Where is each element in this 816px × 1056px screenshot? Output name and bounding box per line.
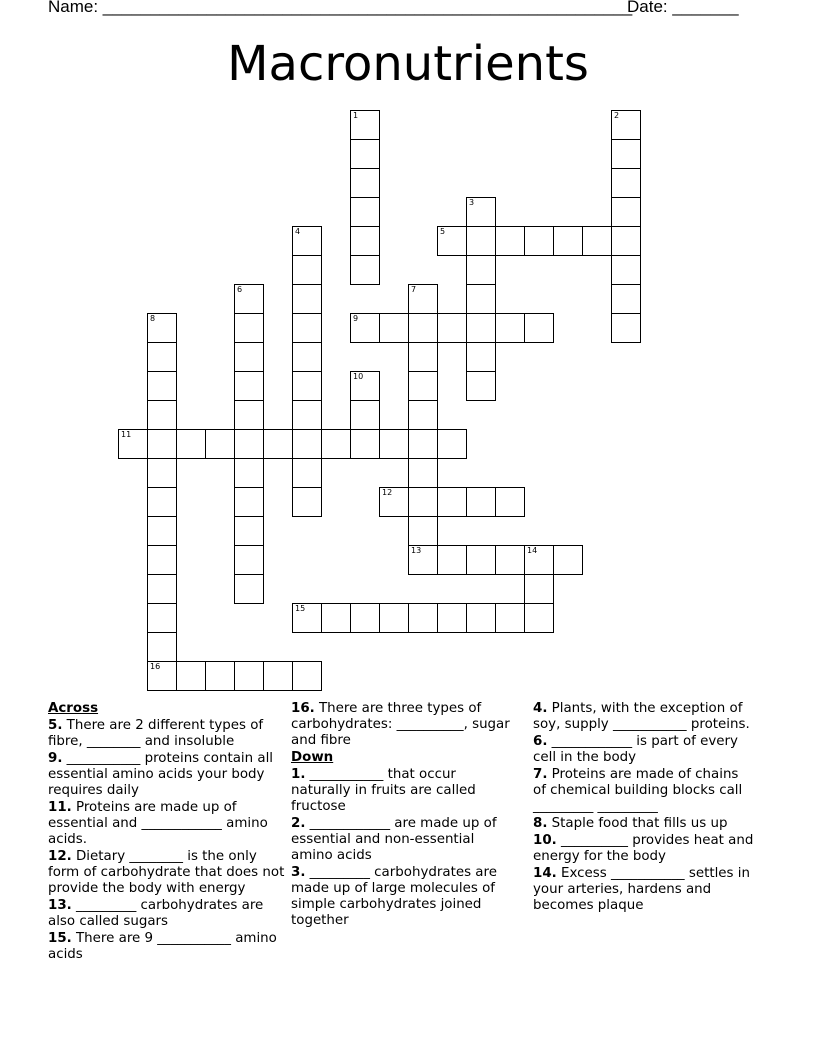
grid-cell[interactable] xyxy=(234,487,264,517)
clue-down-4: 4. Plants, with the exception of soy, supply ___________ proteins. xyxy=(533,701,750,732)
grid-cell[interactable] xyxy=(611,168,641,198)
grid-cell[interactable] xyxy=(292,429,322,459)
grid-cell[interactable] xyxy=(263,661,293,691)
clue-across-13: 13. _________ carbohydrates are also called sugars xyxy=(48,898,264,929)
clue-down-1: 1. ___________ that occur naturally in fruits are called fructose xyxy=(291,767,476,814)
grid-cell[interactable] xyxy=(147,603,177,633)
grid-cell-7[interactable] xyxy=(408,284,438,314)
grid-cell[interactable] xyxy=(350,168,380,198)
grid-cell[interactable] xyxy=(495,603,525,633)
grid-cell[interactable] xyxy=(582,226,612,256)
grid-cell[interactable] xyxy=(495,487,525,517)
grid-cell[interactable] xyxy=(466,371,496,401)
grid-cell[interactable] xyxy=(147,371,177,401)
grid-cell[interactable] xyxy=(292,400,322,430)
clue-down-2: 2. ____________ are made up of essential and non-essential amino acids xyxy=(291,816,497,863)
grid-cell-3[interactable] xyxy=(466,197,496,227)
grid-cell-4[interactable] xyxy=(292,226,322,256)
grid-cell[interactable] xyxy=(437,487,467,517)
clue-number: 3 xyxy=(469,198,475,207)
grid-cell[interactable] xyxy=(466,487,496,517)
clue-down-10: 10. __________ provides heat and energy for the body xyxy=(533,833,754,864)
clue-down-8: 8. Staple food that fills us up xyxy=(533,816,728,831)
grid-cell[interactable] xyxy=(524,226,554,256)
grid-cell[interactable] xyxy=(524,313,554,343)
grid-cell[interactable] xyxy=(292,661,322,691)
grid-cell[interactable] xyxy=(437,429,467,459)
grid-cell[interactable] xyxy=(147,458,177,488)
clue-number: 10 xyxy=(353,372,364,381)
grid-cell[interactable] xyxy=(408,342,438,372)
clue-across-9: 9. ___________ proteins contain all essential amino acids your body requires daily xyxy=(48,751,274,798)
clue-column-3 xyxy=(533,701,755,915)
grid-cell[interactable] xyxy=(379,313,409,343)
grid-cell-16[interactable] xyxy=(147,661,177,691)
grid-cell[interactable] xyxy=(147,400,177,430)
grid-cell[interactable] xyxy=(176,661,206,691)
grid-cell[interactable] xyxy=(147,342,177,372)
grid-cell[interactable] xyxy=(408,603,438,633)
grid-cell[interactable] xyxy=(147,429,177,459)
grid-cell[interactable] xyxy=(292,458,322,488)
grid-cell-10[interactable] xyxy=(350,371,380,401)
clue-number: 6 xyxy=(237,285,243,294)
grid-cell[interactable] xyxy=(495,313,525,343)
grid-cell[interactable] xyxy=(408,400,438,430)
grid-cell[interactable] xyxy=(350,226,380,256)
grid-cell[interactable] xyxy=(234,545,264,575)
clue-across-12: 12. Dietary ________ is the only form of carbohydrate that does not provide the body with energy xyxy=(48,849,285,896)
clue-number: 4 xyxy=(295,227,301,236)
grid-cell[interactable] xyxy=(611,313,641,343)
clue-down-6: 6. ____________ is part of every cell in the body xyxy=(533,734,738,765)
clue-number: 1 xyxy=(353,111,359,120)
grid-cell-13[interactable] xyxy=(408,545,438,575)
clue-number: 7 xyxy=(411,285,417,294)
grid-cell-11[interactable] xyxy=(118,429,148,459)
name-field-label: Name: ________________________________________________________ xyxy=(48,0,633,16)
grid-cell-14[interactable] xyxy=(524,545,554,575)
clue-number: 13 xyxy=(411,546,422,555)
grid-cell[interactable] xyxy=(611,226,641,256)
grid-cell[interactable] xyxy=(466,313,496,343)
grid-cell[interactable] xyxy=(234,342,264,372)
grid-cell[interactable] xyxy=(176,429,206,459)
grid-cell[interactable] xyxy=(350,400,380,430)
grid-cell[interactable] xyxy=(408,371,438,401)
down-heading: Down xyxy=(291,750,334,765)
clue-number: 5 xyxy=(440,227,446,236)
clue-across-15: 15. There are 9 ___________ amino acids xyxy=(48,931,277,962)
grid-cell[interactable] xyxy=(350,603,380,633)
grid-cell[interactable] xyxy=(466,545,496,575)
grid-cell-12[interactable] xyxy=(379,487,409,517)
grid-cell[interactable] xyxy=(495,545,525,575)
grid-cell[interactable] xyxy=(466,342,496,372)
clue-across-5: 5. There are 2 different types of fibre, ________ and insoluble xyxy=(48,718,264,749)
clue-down-14: 14. Excess ___________ settles in your arteries, hardens and becomes plaque xyxy=(533,866,750,913)
grid-cell[interactable] xyxy=(350,429,380,459)
clue-number: 14 xyxy=(527,546,538,555)
grid-cell[interactable] xyxy=(234,516,264,546)
grid-cell-15[interactable] xyxy=(292,603,322,633)
grid-cell[interactable] xyxy=(408,429,438,459)
grid-cell[interactable] xyxy=(350,139,380,169)
grid-cell[interactable] xyxy=(350,197,380,227)
grid-cell[interactable] xyxy=(466,255,496,285)
grid-cell[interactable] xyxy=(205,429,235,459)
grid-cell-6[interactable] xyxy=(234,284,264,314)
grid-cell[interactable] xyxy=(379,603,409,633)
grid-cell[interactable] xyxy=(408,487,438,517)
grid-cell[interactable] xyxy=(524,603,554,633)
grid-cell[interactable] xyxy=(321,603,351,633)
grid-cell[interactable] xyxy=(466,226,496,256)
grid-cell[interactable] xyxy=(147,487,177,517)
grid-cell[interactable] xyxy=(147,632,177,662)
grid-cell-5[interactable] xyxy=(437,226,467,256)
grid-cell[interactable] xyxy=(437,545,467,575)
grid-cell[interactable] xyxy=(466,603,496,633)
across-heading: Across xyxy=(48,701,99,716)
grid-cell[interactable] xyxy=(611,197,641,227)
clue-column-1 xyxy=(48,701,288,964)
grid-cell[interactable] xyxy=(321,429,351,459)
page-title: Macronutrients xyxy=(227,36,589,92)
grid-cell[interactable] xyxy=(553,226,583,256)
grid-cell[interactable] xyxy=(292,313,322,343)
grid-cell[interactable] xyxy=(408,516,438,546)
clue-column-2 xyxy=(291,701,513,930)
grid-cell-2[interactable] xyxy=(611,110,641,140)
date-field-label: Date: _______ xyxy=(627,0,739,16)
grid-cell[interactable] xyxy=(234,458,264,488)
grid-cell[interactable] xyxy=(234,371,264,401)
grid-cell[interactable] xyxy=(234,429,264,459)
clue-number: 9 xyxy=(353,314,359,323)
grid-cell[interactable] xyxy=(524,574,554,604)
clue-number: 15 xyxy=(295,604,306,613)
grid-cell[interactable] xyxy=(292,284,322,314)
grid-cell[interactable] xyxy=(292,342,322,372)
clue-number: 2 xyxy=(614,111,620,120)
grid-cell[interactable] xyxy=(611,255,641,285)
grid-cell[interactable] xyxy=(408,458,438,488)
grid-cell[interactable] xyxy=(292,371,322,401)
grid-cell[interactable] xyxy=(553,545,583,575)
grid-cell[interactable] xyxy=(147,545,177,575)
clue-number: 16 xyxy=(150,662,161,671)
clue-down-3: 3. _________ carbohydrates are made up of large molecules of simple carbohydrates joined together xyxy=(291,865,497,928)
grid-cell[interactable] xyxy=(437,603,467,633)
grid-cell-9[interactable] xyxy=(350,313,380,343)
grid-cell-1[interactable] xyxy=(350,110,380,140)
grid-cell[interactable] xyxy=(408,313,438,343)
grid-cell[interactable] xyxy=(263,429,293,459)
grid-cell[interactable] xyxy=(234,400,264,430)
grid-cell-8[interactable] xyxy=(147,313,177,343)
clue-number: 11 xyxy=(121,430,132,439)
grid-cell[interactable] xyxy=(147,516,177,546)
grid-cell[interactable] xyxy=(292,487,322,517)
grid-cell[interactable] xyxy=(205,661,235,691)
grid-cell[interactable] xyxy=(611,139,641,169)
grid-cell[interactable] xyxy=(611,284,641,314)
grid-cell[interactable] xyxy=(234,574,264,604)
clue-across-11: 11. Proteins are made up of essential and ____________ amino acids. xyxy=(48,800,268,847)
grid-cell[interactable] xyxy=(466,284,496,314)
grid-cell[interactable] xyxy=(234,313,264,343)
grid-cell[interactable] xyxy=(234,661,264,691)
grid-cell[interactable] xyxy=(350,255,380,285)
grid-cell[interactable] xyxy=(495,226,525,256)
clue-number: 12 xyxy=(382,488,393,497)
grid-cell[interactable] xyxy=(379,429,409,459)
clue-down-7: 7. Proteins are made of chains of chemical building blocks call _________ _________ xyxy=(533,767,743,814)
grid-cell[interactable] xyxy=(292,255,322,285)
grid-cell[interactable] xyxy=(437,313,467,343)
clue-across-16: 16. There are three types of carbohydrates: __________, sugar and fibre xyxy=(291,701,510,748)
grid-cell[interactable] xyxy=(147,574,177,604)
clue-number: 8 xyxy=(150,314,156,323)
